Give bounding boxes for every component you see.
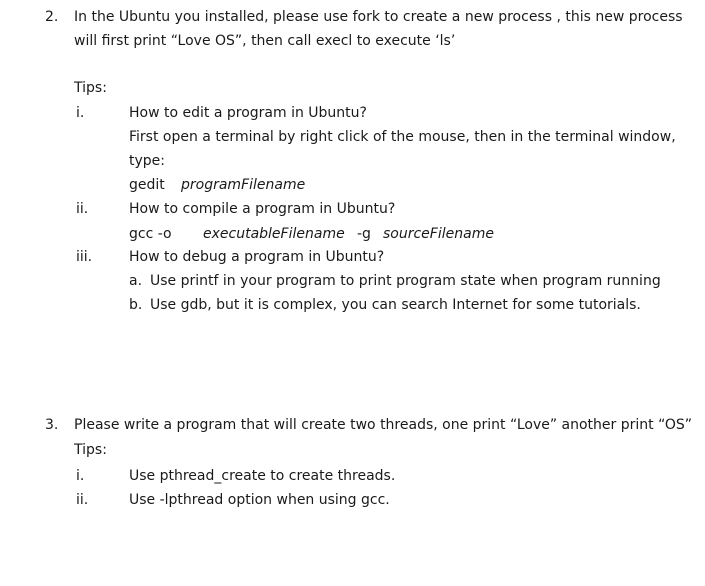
command-argument: executableFilename: [203, 226, 345, 242]
question-text-line-2: will first print “Love OS”, then call execl to execute ‘ls’: [74, 33, 456, 49]
tip-marker: ii.: [76, 492, 89, 508]
question-text-line-1: In the Ubuntu you installed, please use fork to create a new process , this new process: [74, 9, 683, 25]
command-argument: sourceFilename: [383, 226, 494, 242]
sub-item-marker: a.: [129, 273, 143, 289]
tip-title: How to debug a program in Ubuntu?: [129, 249, 385, 265]
tip-marker: i.: [76, 468, 85, 484]
sub-item-marker: b.: [129, 297, 143, 313]
command-argument: programFilename: [181, 177, 306, 193]
tip-description: type:: [129, 153, 165, 169]
tip-description: First open a terminal by right click of the mouse, then in the terminal window,: [129, 129, 676, 145]
sub-item-text: Use printf in your program to print program state when program running: [150, 273, 661, 289]
tip-text: Use pthread_create to create threads.: [129, 468, 396, 484]
tips-label: Tips:: [74, 80, 107, 96]
question-number: 2.: [45, 9, 59, 25]
question-text-line-1: Please write a program that will create two threads, one print “Love” another print “OS”: [74, 417, 692, 433]
command-text: gcc -o: [129, 226, 172, 242]
tip-text: Use -lpthread option when using gcc.: [129, 492, 390, 508]
question-number: 3.: [45, 417, 59, 433]
command-text: gedit: [129, 177, 165, 193]
sub-item-text: Use gdb, but it is complex, you can search Internet for some tutorials.: [150, 297, 641, 313]
tip-marker: i.: [76, 105, 85, 121]
tip-marker: iii.: [76, 249, 93, 265]
tip-title: How to compile a program in Ubuntu?: [129, 201, 396, 217]
tip-marker: ii.: [76, 201, 89, 217]
tips-label: Tips:: [74, 442, 107, 458]
tip-title: How to edit a program in Ubuntu?: [129, 105, 367, 121]
command-flag: -g: [357, 226, 371, 242]
